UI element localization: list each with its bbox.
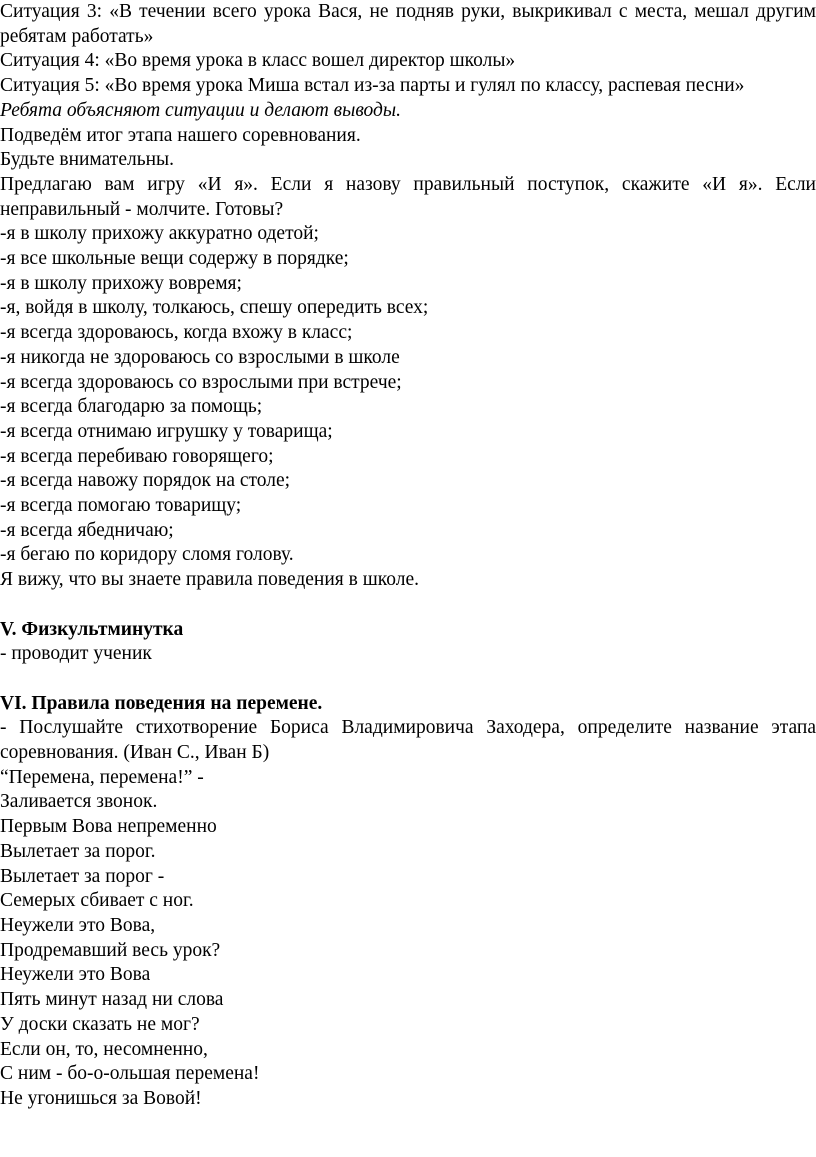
game-line: -я всегда помогаю товарищу; bbox=[0, 495, 242, 517]
poem-line: Заливается звонок. bbox=[0, 791, 158, 813]
game-intro: Предлагаю вам игру «И я». Если я назову правильный поступок, скажите «И я». Если неправильный - молчите. Готовы? bbox=[0, 173, 816, 220]
situation-5: Ситуация 5: «Во время урока Миша встал из-за парты и гулял по классу, распевая песни» bbox=[0, 75, 745, 97]
summary-line: Подведём итог этапа нашего соревнования. bbox=[0, 124, 361, 146]
game-line: -я всегда навожу порядок на столе; bbox=[0, 470, 291, 492]
poem-line: Если он, то, несомненно, bbox=[0, 1038, 208, 1060]
teacher-note: Ребята объясняют ситуации и делают выводы. bbox=[0, 99, 401, 121]
poem-line: Первым Вова непременно bbox=[0, 816, 217, 838]
poem-line: Неужели это Вова bbox=[0, 964, 151, 986]
game-line: -я всегда благодарю за помощь; bbox=[0, 396, 263, 418]
poem-line: У доски сказать не мог? bbox=[0, 1013, 200, 1035]
situation-4: Ситуация 4: «Во время урока в класс вошел директор школы» bbox=[0, 50, 516, 72]
game-line: -я всегда отнимаю игрушку у товарища; bbox=[0, 420, 333, 442]
game-line: -я в школу прихожу вовремя; bbox=[0, 272, 242, 294]
game-line: -я никогда не здороваюсь со взрослыми в школе bbox=[0, 346, 400, 368]
poem-line: С ним - бо-о-ольшая перемена! bbox=[0, 1063, 260, 1085]
section-5-text: - проводит ученик bbox=[0, 643, 152, 665]
section-5-heading: V. Физкультминутка bbox=[0, 618, 184, 640]
poem-line: Неужели это Вова, bbox=[0, 914, 156, 936]
attention-line: Будьте внимательны. bbox=[0, 149, 175, 171]
poem-line: Вылетает за порог. bbox=[0, 840, 156, 862]
game-line: -я все школьные вещи содержу в порядке; bbox=[0, 248, 349, 270]
game-line: -я всегда ябедничаю; bbox=[0, 519, 174, 541]
spacer bbox=[0, 667, 816, 692]
poem-line: Пять минут назад ни слова bbox=[0, 989, 224, 1011]
section-6-heading: VI. Правила поведения на перемене. bbox=[0, 692, 323, 714]
poem-line: Вылетает за порог - bbox=[0, 865, 165, 887]
poem-line: Семерых сбивает с ног. bbox=[0, 890, 194, 912]
game-line: -я всегда перебиваю говорящего; bbox=[0, 445, 274, 467]
game-conclusion: Я вижу, что вы знаете правила поведения в школе. bbox=[0, 569, 419, 591]
game-line: -я всегда здороваюсь, когда вхожу в класс; bbox=[0, 322, 353, 344]
game-line: -я в школу прихожу аккуратно одетой; bbox=[0, 223, 319, 245]
poem-line: “Перемена, перемена!” - bbox=[0, 766, 204, 788]
game-line: -я, войдя в школу, толкаюсь, спешу опередить всех; bbox=[0, 297, 429, 319]
situation-3: Ситуация 3: «В течении всего урока Вася, не подняв руки, выкрикивал с места, мешал другим ребятам работать» bbox=[0, 1, 816, 47]
poem-line: Не угонишься за Вовой! bbox=[0, 1087, 202, 1109]
spacer bbox=[0, 593, 816, 618]
game-line: -я всегда здороваюсь со взрослыми при встрече; bbox=[0, 371, 402, 393]
poem-line: Продремавший весь урок? bbox=[0, 939, 221, 961]
section-6-intro: - Послушайте стихотворение Бориса Владимировича Заходера, определите название этапа соревнования. (Иван С., Иван Б) bbox=[0, 717, 816, 764]
game-line: -я бегаю по коридору сломя голову. bbox=[0, 544, 294, 566]
